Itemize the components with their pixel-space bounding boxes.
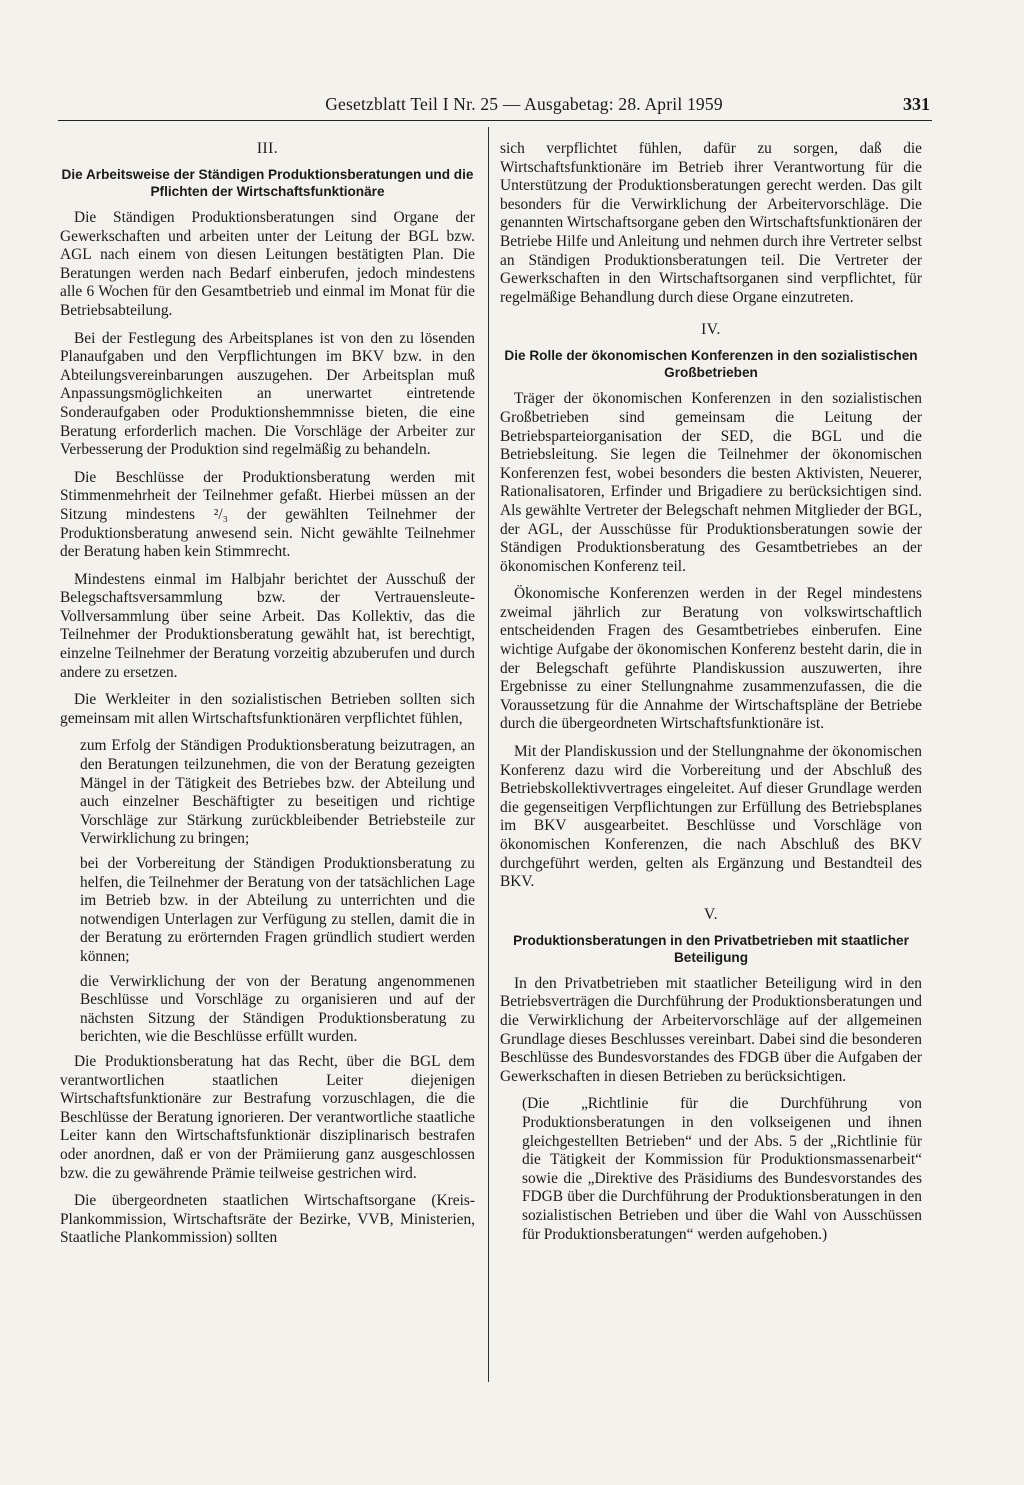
right-column [500,140,922,1253]
paragraph: Bei der Festlegung des Arbeitsplanes ist von den zu lösenden Planaufgaben und den Verpflichtungen im BKV bzw. in den Abteilungsvereinbarungen auszugehen. Der Arbeitsplan muß Anpassungsmöglichkeiten an unerwartet eintretende Sonderaufgaben oder Produktionshemmnisse bieten, die eine Beratung erforderlich machen. Die Vorschläge der Arbeiter zur Verbesserung der Produktion sind regelmäßig zu behandeln. [60,329,475,459]
header-title: Gesetzblatt Teil I Nr. 25 — Ausgabetag: 28. April 1959 [325,94,723,114]
list-item: bei der Vorbereitung der Ständigen Produktionsberatung zu helfen, die Teilnehmer der Beratung von der tatsächlichen Lage im Betrieb bzw. in der Abteilung zu unterrichten und die notwendigen Unterlagen zur Verfügung zu stellen, damit die in der Beratung zu erörternden Fragen gründlich studiert werden können; [80,855,475,965]
paragraph: Die Beschlüsse der Produktionsberatung werden mit Stimmenmehrheit der Teilnehmer gefaßt. Hierbei müssen an der Sitzung mindestens ²/₃ der gewählten Teilnehmer der Produktionsberatung anwesend sein. Nicht gewählte Teilnehmer der Beratung haben kein Stimmrecht. [60,468,475,561]
section-heading: Produktionsberatungen in den Privatbetrieben mit staatlicher Beteiligung [513,932,909,965]
section-heading: Die Arbeitsweise der Ständigen Produktionsberatungen und die Pflichten der Wirtschaftsfunktionäre [61,167,474,199]
repeal-note: (Die „Richtlinie für die Durchführung von Produktionsberatungen in den volkseigenen und ihnen gleichgestellten Betrieben“ und der Abs. 5 der „Richtlinie für die Tätigkeit der Kommission für Produktionsmassenarbeit“ sowie die „Direktive des Präsidiums des Bundesvorstandes des FDGB über die Durchführung der Produktionsberatungen in den sozialistischen Betrieben und über die Wahl von Ausschüssen für Produktionsberatungen“ werden aufgehoben.) [522,1095,922,1243]
paragraph: Die Werkleiter in den sozialistischen Betrieben sollten sich gemeinsam mit allen Wirtschaftsfunktionären verpflichtet fühlen, [60,691,475,727]
section-number: IV. [701,321,721,339]
paragraph: Die Produktionsberatung hat das Recht, über die BGL dem verantwortlichen staatlichen Leiter diejenigen Wirtschaftsfunktionäre zur Bestrafung vorzuschlagen, die die Beschlüsse der Beratung ignorieren. Der verantwortliche staatliche Leiter kann den Wirtschaftsfunktionär disziplinarisch bestrafen oder anordnen, daß er von der Prämiierung ganz ausgeschlossen bzw. die zu gewährende Prämie teilweise gestrichen wird. [60,1052,475,1182]
page-header [58,94,932,121]
column-divider [488,127,489,1382]
left-column [60,140,475,1257]
section-heading: Die Rolle der ökonomischen Konferenzen in den sozialistischen Großbetrieben [504,348,918,381]
paragraph: sich verpflichtet fühlen, dafür zu sorgen, daß die Wirtschaftsfunktionäre im Betrieb ihrer Verantwortung für die Unterstützung der Produktionsberatungen gerecht werden. Das gilt besonders für die Verwirklichung der Arbeitervorschläge. Die genannten Wirtschaftsorgane geben den Wirtschaftsfunktionären der Betriebe Hilfe und Anleitung und nehmen durch ihre Vertreter selbst an Ständigen Produktionsberatungen teil. Die Vertreter der Gewerkschaften in den Wirtschaftsorganen sind verpflichtet, für regelmäßige Behandlung durch diese Organe einzutreten. [500,140,922,306]
paragraph: Träger der ökonomischen Konferenzen in den sozialistischen Großbetrieben sind gemeinsam die Leitung der Betriebsparteiorganisation der SED, die BGL und die Betriebsleitung. Sie legen die Teilnehmer der ökonomischen Konferenzen fest, wobei besonders die besten Aktivisten, Neuerer, Rationalisatoren, Erfinder und Brigadiere zu berücksichtigen sind. Als gewählte Vertreter der Belegschaft nehmen Mitglieder der BGL, der AGL, der Ausschüsse für Produktionsberatungen sowie der Ständigen Produktionsberatung des Gesamtbetriebes an der ökonomischen Konferenz teil. [500,390,922,575]
list-item: die Verwirklichung der von der Beratung angenommenen Beschlüsse und Vorschläge zu organisieren und auf der nächsten Sitzung der Ständigen Produktionsberatung zu berichten, wie die Beschlüsse erfüllt wurden. [80,972,475,1046]
paragraph: Ökonomische Konferenzen werden in der Regel mindestens zweimal jährlich zur Beratung von volkswirtschaftlich entscheidenden Fragen des Gesamtbetriebes einberufen. Eine wichtige Aufgabe der ökonomischen Konferenz besteht darin, die in der Belegschaft geführte Plandiskussion auszuwerten, ihre Ergebnisse zu einer Stellungnahme zusammenzufassen, die die Voraussetzung für die Annahme der Wirtschaftspläne der Betriebe durch die übergeordneten Wirtschaftsfunktionäre ist. [500,585,922,733]
paragraph: Die Ständigen Produktionsberatungen sind Organe der Gewerkschaften und arbeiten unter der Leitung der BGL bzw. AGL nach einem von diesen Leitungen bestätigten Plan. Die Beratungen werden nach Bedarf einberufen, jedoch mindestens alle 6 Wochen für den Gesamtbetrieb und einmal im Monat für die Betriebsabteilung. [60,209,475,319]
paragraph: Mit der Plandiskussion und der Stellungnahme der ökonomischen Konferenz dazu wird die Vorbereitung und der Abschluß des Betriebskollektivvertrages eingeleitet. Auf dieser Grundlage werden die gegenseitigen Verpflichtungen zur Erfüllung des Betriebsplanes im BKV ausgearbeitet. Beschlüsse und Vorschläge von ökonomischen Konferenzen, die nach Abschluß des BKV durchgeführt werden, gelten als Ergänzung und Bestandteil des BKV. [500,743,922,891]
page-number: 331 [903,94,930,114]
section-number: III. [256,140,279,157]
paragraph: Die übergeordneten staatlichen Wirtschaftsorgane (Kreis-Plankommission, Wirtschaftsräte der Bezirke, VVB, Ministerien, Staatliche Plankommission) sollten [60,1192,475,1247]
section-number: V. [703,905,719,923]
list-item: zum Erfolg der Ständigen Produktionsberatung beizutragen, an den Beratungen teilzunehmen, die von der Beratung gezeigten Mängel in der Tätigkeit des Betriebes bzw. der Abteilung und auch einzelner Beschäftigter zu beseitigen und richtige Vorschläge zur Stärkung zurückbleibender Betriebsteile zur Verwirklichung zu bringen; [80,737,475,848]
paragraph: Mindestens einmal im Halbjahr berichtet der Ausschuß der Belegschaftsversammlung bzw. der Vertrauensleute-Vollversammlung über seine Arbeit. Das Kollektiv, das die Teilnehmer der Produktionsberatung gewählt hat, ist berechtigt, einzelne Teilnehmer der Beratung vorzeitig abzuberufen und durch andere zu ersetzen. [60,570,475,681]
paragraph: In den Privatbetrieben mit staatlicher Beteiligung wird in den Betriebsverträgen die Durchführung der Produktionsberatungen und die Verwirklichung der Arbeitervorschläge auf der allgemeinen Grundlage dieses Beschlusses vereinbart. Dabei sind die besonderen Beschlüsse des Bundesvorstandes des FDGB über die Aufgaben der Gewerkschaften in diesen Betrieben zu berücksichtigen. [500,974,922,1085]
